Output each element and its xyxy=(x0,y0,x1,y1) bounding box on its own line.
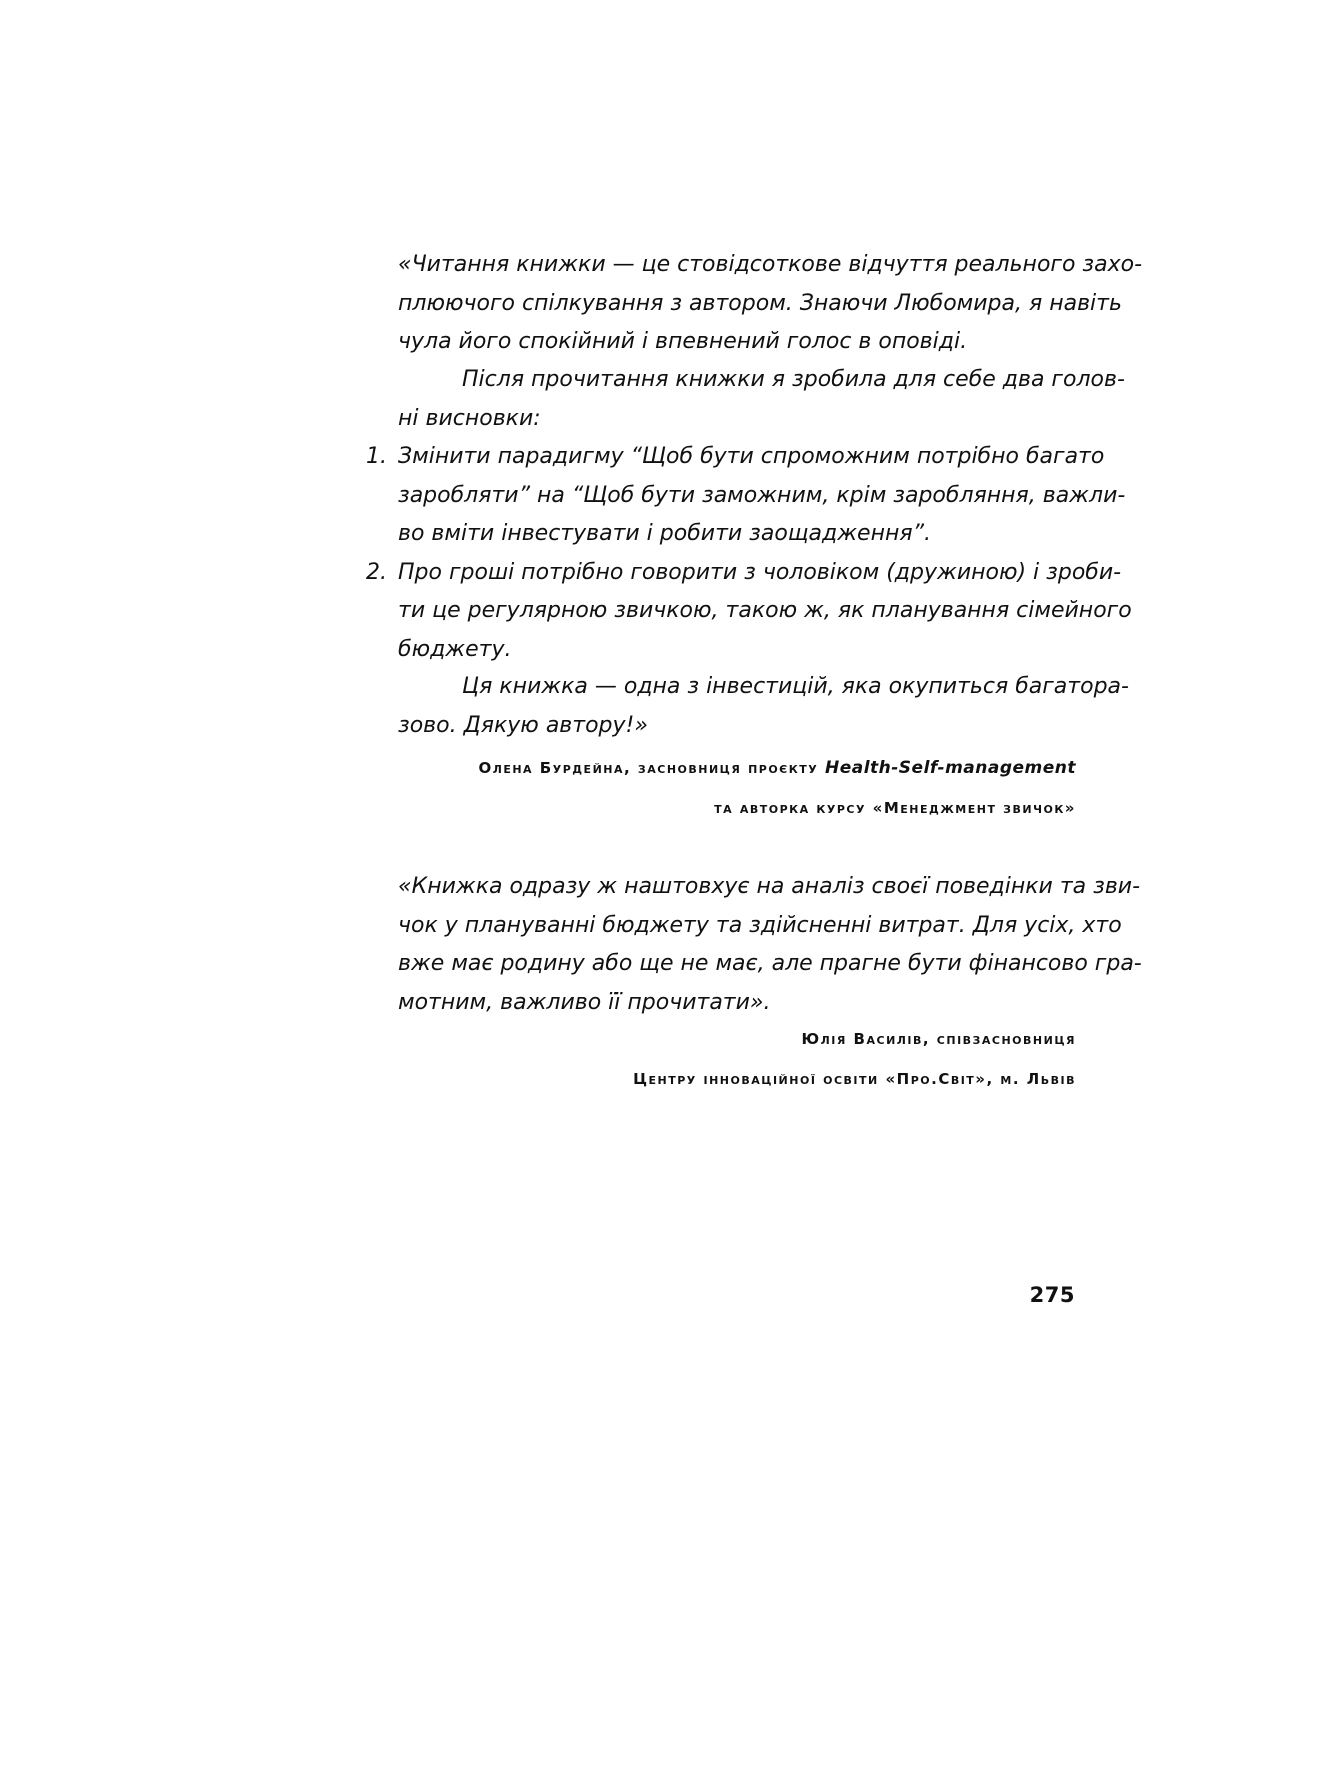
quote1-attribution-line2: та авторка курсу «Менеджмент звичок» xyxy=(714,799,1076,817)
quote1-paragraph1 xyxy=(398,246,1143,362)
list-item-line: заробляти” на “Щоб бути заможним, крім заробляння, важли- xyxy=(398,482,1126,508)
list-item-line: ти це регулярною звичкою, такою ж, як планування сімейного xyxy=(398,598,1132,623)
quote1-p1-line: плюючого спілкування з автором. Знаючи Любомира, я навіть xyxy=(398,290,1122,316)
quote1-p2-line: Після прочитання книжки я зробила для себе два голов- xyxy=(462,367,1125,392)
list-item-line: бюджету. xyxy=(398,636,512,662)
quote2-line: чок у плануванні бюджету та здійсненні витрат. Для усіх, хто xyxy=(398,912,1122,938)
quote2-attribution-line1: Юлія Василів, співзасновниця xyxy=(801,1030,1076,1048)
page-number: 275 xyxy=(1029,1283,1075,1307)
list-item-number: 2. xyxy=(366,559,387,585)
list-item xyxy=(366,554,1132,670)
quote1-p1-line: чула його спокійний і впевнений голос в оповіді. xyxy=(398,329,968,354)
list-item xyxy=(366,438,1126,554)
quote2-line: «Книжка одразу ж наштовхує на аналіз своєї поведінки та зви- xyxy=(398,874,1141,899)
quote1-p1-line: «Читання книжки — це стовідсоткове відчуття реального захо- xyxy=(398,252,1143,277)
quote1-p2-line: ні висновки: xyxy=(398,405,541,431)
quote1-p3-line: зово. Дякую автору!» xyxy=(398,712,648,738)
list-item-line: Про гроші потрібно говорити з чоловіком (дружиною) і зроби- xyxy=(398,559,1122,585)
quote2-attribution-line2: Центру інноваційної освіти «Про.Світ», м. Львів xyxy=(633,1070,1076,1088)
quote2 xyxy=(398,868,1142,1022)
conclusions-list xyxy=(366,438,1132,669)
quote2-line: вже має родину або ще не має, але прагне бути фінансово гра- xyxy=(398,951,1142,976)
quote1-attribution-line1 xyxy=(478,748,1076,788)
attribution-project: Health-Self-management xyxy=(824,758,1076,778)
quote2-line: мотним, важливо її прочитати». xyxy=(398,989,771,1015)
quote1-paragraph2 xyxy=(398,361,1125,438)
quote1-paragraph3 xyxy=(398,668,1129,745)
list-item-number: 1. xyxy=(366,444,387,469)
attribution-author: Олена Бурдейна, засновниця проєкту xyxy=(478,759,825,777)
quote1-p3-line: Ця книжка — одна з інвестицій, яка окупиться багатора- xyxy=(462,674,1129,699)
list-item-line: Змінити парадигму “Щоб бути спроможним потрібно багато xyxy=(398,444,1105,469)
list-item-line: во вміти інвестувати і робити заощадження”. xyxy=(398,521,931,546)
